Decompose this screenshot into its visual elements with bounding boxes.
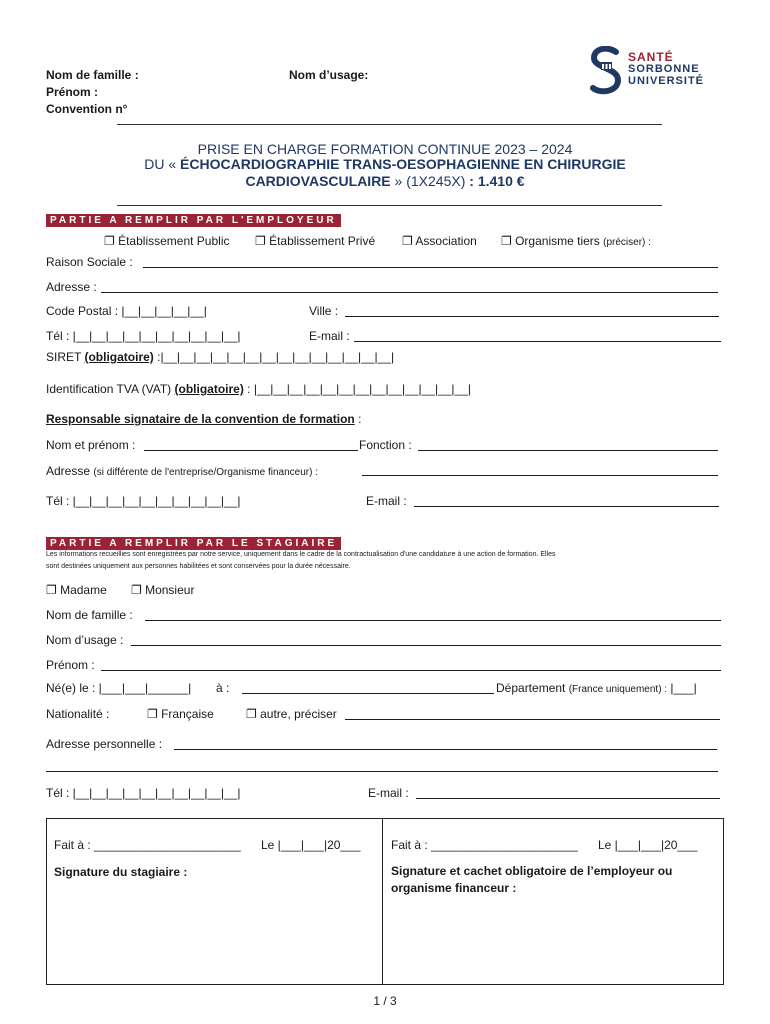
lieu-naissance-label: à : xyxy=(216,681,230,695)
stagiaire-fait-a[interactable]: Fait à : ______________________ xyxy=(54,838,241,852)
email-field[interactable] xyxy=(354,341,721,342)
tva-label: Identification TVA (VAT) xyxy=(46,382,175,396)
adresse-field[interactable] xyxy=(101,292,718,293)
raison-sociale-label: Raison Sociale : xyxy=(46,255,133,269)
signature-employeur-label-2: organisme financeur : xyxy=(391,881,517,895)
code-postal-field[interactable]: Code Postal : |__|__|__|__|__| xyxy=(46,304,207,318)
option-organisme-tiers[interactable] xyxy=(501,234,651,248)
stagiaire-date[interactable]: Le |___|___|20___ xyxy=(261,838,361,852)
title-line3-bold: CARDIOVASCULAIRE xyxy=(245,173,391,189)
signature-stagiaire-label: Signature du stagiaire : xyxy=(54,865,188,879)
responsable-colon: : xyxy=(354,412,362,426)
employeur-section-bar: PARTIE A REMPLIR PAR L'EMPLOYEUR xyxy=(46,214,341,227)
departement-box: |___| xyxy=(667,681,697,695)
signature-employeur-area[interactable] xyxy=(391,900,711,978)
title-price: : 1.410 € xyxy=(469,173,525,189)
nom-prenom-field[interactable] xyxy=(144,450,358,451)
stagiaire-nom-usage-label: Nom d’usage : xyxy=(46,633,124,647)
option-autre[interactable]: ❐ autre, préciser xyxy=(246,707,337,721)
option-francaise[interactable]: ❐ Française xyxy=(147,707,214,721)
employeur-fait-a[interactable]: Fait à : ______________________ xyxy=(391,838,578,852)
convention-label: Convention n° xyxy=(46,102,128,116)
separator-top xyxy=(117,124,662,125)
prenom-label: Prénom : xyxy=(46,85,99,99)
departement-label: Département xyxy=(496,681,569,695)
title-line3-rest: » (1X245X) xyxy=(390,173,470,189)
page-number: 1 / 3 xyxy=(373,994,397,1008)
adresse2-text: Adresse xyxy=(46,464,94,478)
siret-label: SIRET xyxy=(46,350,85,364)
nationalite-label: Nationalité : xyxy=(46,707,110,721)
sorbonne-s-icon xyxy=(590,46,624,96)
adresse2-note: (si différente de l'entreprise/Organisme financeur) : xyxy=(93,467,318,478)
lieu-naissance-field[interactable] xyxy=(242,693,494,694)
signature-divider xyxy=(382,818,383,984)
date-naissance-field[interactable]: Né(e) le : |___|___|______| xyxy=(46,681,192,695)
title-line2 xyxy=(0,156,770,172)
raison-sociale-field[interactable] xyxy=(143,267,718,268)
option-etablissement-prive[interactable]: ❐ Établissement Privé xyxy=(255,234,376,248)
stagiaire-section-bar: PARTIE A REMPLIR PAR LE STAGIAIRE xyxy=(46,537,341,550)
separator-title xyxy=(117,205,662,206)
stagiaire-nom-usage-field[interactable] xyxy=(131,645,721,646)
ville-field[interactable] xyxy=(345,316,719,317)
siret-obligatoire: (obligatoire) xyxy=(84,350,154,364)
stagiaire-nom-famille-label: Nom de famille : xyxy=(46,608,133,622)
adresse-perso-field-2[interactable] xyxy=(46,771,718,772)
stagiaire-email-label: E-mail : xyxy=(368,786,409,800)
sante-sorbonne-logo xyxy=(590,46,710,96)
adresse2-field[interactable] xyxy=(362,475,718,476)
adresse-perso-label: Adresse personnelle : xyxy=(46,737,163,751)
autre-preciser-field[interactable] xyxy=(345,719,720,720)
departement-note: (France uniquement) : xyxy=(568,684,668,695)
ville-label: Ville : xyxy=(309,304,339,318)
privacy-notice-2: sont destinées uniquement aux personnes habilitées et sont conservées pour la durée nécessaire. xyxy=(46,563,351,570)
tva-boxes: : |__|__|__|__|__|__|__|__|__|__|__|__|__| xyxy=(243,382,471,396)
privacy-notice-1: Les informations recueillies sont enregistrées par notre service, uniquement dans le cadre de la contractualisation d'une candidature à une action de formation. Elles xyxy=(46,551,556,558)
nom-prenom-label: Nom et prénom : xyxy=(46,438,136,452)
title-line1: PRISE EN CHARGE FORMATION CONTINUE 2023 – 2024 xyxy=(197,141,573,157)
tva-field[interactable] xyxy=(46,382,471,396)
adresse2-label xyxy=(46,464,318,478)
siret-boxes: :|__|__|__|__|__|__|__|__|__|__|__|__|__|__| xyxy=(153,350,395,364)
tel2-field[interactable]: Tél : |__|__|__|__|__|__|__|__|__|__| xyxy=(46,494,241,508)
signature-employeur-label-1: Signature et cachet obligatoire de l’employeur ou xyxy=(391,864,673,878)
stagiaire-prenom-label: Prénom : xyxy=(46,658,95,672)
option-etablissement-public[interactable]: ❐ Établissement Public xyxy=(104,234,230,248)
stagiaire-email-field[interactable] xyxy=(416,798,720,799)
email2-label: E-mail : xyxy=(366,494,407,508)
option-madame[interactable]: ❐ Madame xyxy=(46,583,107,597)
nom-famille-label: Nom de famille : xyxy=(46,68,139,82)
logo-line-sorbonne: SORBONNE xyxy=(628,63,700,75)
adresse-perso-field[interactable] xyxy=(174,749,717,750)
fonction-field[interactable] xyxy=(418,450,718,451)
preciser-note: (préciser) : xyxy=(603,237,651,248)
stagiaire-prenom-field[interactable] xyxy=(101,670,721,671)
option-monsieur[interactable]: ❐ Monsieur xyxy=(131,583,195,597)
stagiaire-tel-field[interactable]: Tél : |__|__|__|__|__|__|__|__|__|__| xyxy=(46,786,241,800)
logo-line-universite: UNIVERSITÉ xyxy=(628,75,705,87)
title-line2-prefix: DU « xyxy=(144,156,181,172)
email-label: E-mail : xyxy=(309,329,350,343)
title-line2-bold: ÉCHOCARDIOGRAPHIE TRANS-OESOPHAGIENNE EN CHIRURGIE xyxy=(180,156,626,172)
option-association[interactable]: ❐ Association xyxy=(402,234,477,248)
siret-field[interactable] xyxy=(46,350,394,364)
adresse-label: Adresse : xyxy=(46,280,97,294)
option-organisme-tiers-label: ❐ Organisme tiers xyxy=(501,234,600,248)
responsable-title: Responsable signataire de la convention de formation xyxy=(46,412,355,426)
tva-obligatoire: (obligatoire) xyxy=(174,382,244,396)
employeur-date[interactable]: Le |___|___|20___ xyxy=(598,838,698,852)
nom-usage-label: Nom d’usage: xyxy=(289,68,369,82)
logo-line-sante: SANTÉ xyxy=(628,50,674,64)
fonction-label: Fonction : xyxy=(359,438,412,452)
tel-field[interactable]: Tél : |__|__|__|__|__|__|__|__|__|__| xyxy=(46,329,241,343)
signature-stagiaire-area[interactable] xyxy=(54,884,374,976)
departement-field[interactable] xyxy=(496,681,697,695)
title-line3 xyxy=(0,173,770,189)
email2-field[interactable] xyxy=(414,506,719,507)
stagiaire-nom-famille-field[interactable] xyxy=(145,620,721,621)
responsable-heading xyxy=(46,412,361,426)
